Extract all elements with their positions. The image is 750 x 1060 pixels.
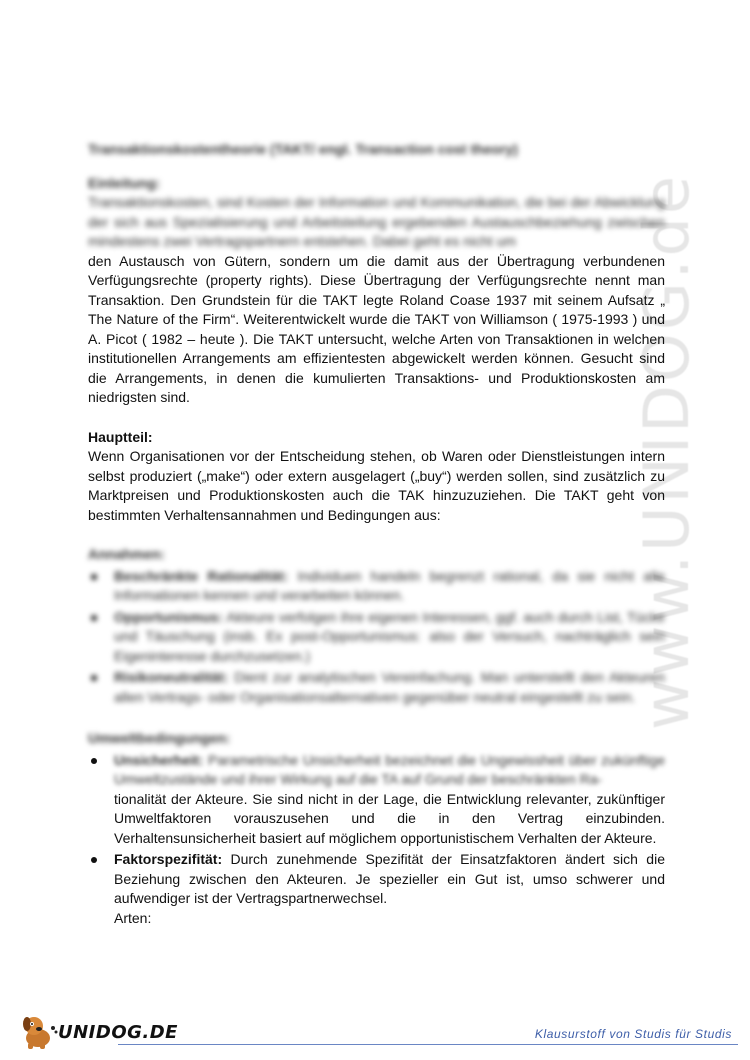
list-item bbox=[88, 608, 665, 667]
environment-blurred-text: Parametrische Unsicherheit bezeichnet die Ungewissheit über zukünftige Umweltzustände und ihrer Wirkung auf die TA auf Grund der beschränkten Ra- bbox=[114, 751, 665, 787]
logo-text: UNIDOG.DE bbox=[58, 1022, 178, 1043]
list-item bbox=[88, 668, 665, 707]
intro-blurred-text: Transaktionskosten, sind Kosten der Information und Kommunikation, die bei der Abwicklung der sich aus Spezialisierung und Arbeitsteilung ergebenden Austauschbeziehung zwischen mindestens zwei Vertragspartnern entstehen. Dabei geht es nicht um bbox=[88, 194, 665, 249]
assumption-term: Risikoneutralität: bbox=[114, 669, 229, 685]
dog-icon bbox=[20, 1012, 60, 1052]
assumption-text: Individuen handeln begrenzt rational, da sie nicht alle Informationen kennen und verarbeiten können. bbox=[114, 567, 665, 603]
list-item bbox=[88, 850, 665, 928]
intro-text: den Austausch von Gütern, sondern um die damit aus der Übertragung verbundenen Verfügungsrechte (property rights). Diese Übertragung der Verfügungsrechte nennt man Transaktion. Den Grundstein für die TAKT legte Roland Coase 1937 mit seinem Aufsatz „ The Nature of the Firm“. Weiterentwickelt wurde die TAKT von Williamson ( 1975-1993 ) und A. Picot ( 1982 – heute ). Die TAKT untersucht, welche Arten von Transaktionen in welchen institutionellen Arrangements am effizientesten abgewickelt werden können. Gesucht sind die Arrangements, in denen die kumulierten Transaktions- und Produktionskosten am niedrigsten sind. bbox=[88, 252, 665, 405]
environment-term: Unsicherheit: bbox=[114, 751, 204, 768]
environment-text: tionalität der Akteure. Sie sind nicht in der Lage, die Entwicklung relevanter, zukünftiger Umweltfaktoren vorauszusehen und die in den Vertrag einzubinden. Verhaltensunsicherheit basiert auf möglichem opportunistischem Verhalten der Akteure. bbox=[114, 790, 665, 846]
assumptions-list bbox=[88, 567, 665, 708]
environment-heading: Umweltbedingungen: bbox=[88, 730, 231, 746]
uncertainty-blurred bbox=[114, 751, 665, 790]
list-item bbox=[88, 567, 665, 606]
assumptions-heading: Annahmen: bbox=[88, 546, 165, 562]
environment-text: Durch zunehmende Spezifität der Einsatzfaktoren ändert sich die Beziehung zwischen den Akteuren. Je spezieller ein Gut ist, umso schwerer und aufwendiger ist der Vertragspartnerwechsel. bbox=[114, 851, 665, 906]
bullet-icon bbox=[91, 615, 97, 621]
assumption-text: Akteure verfolgen ihre eigenen Interessen, ggf. auch durch List, Tücke und Täuschung (insb. Ex post-Opportunismus: also der Versuch, nachträglich sein Eigeninteresse durchzusetzen.) bbox=[114, 608, 665, 664]
bullet-icon bbox=[91, 857, 97, 863]
bullet-icon bbox=[91, 675, 97, 681]
footer-divider bbox=[118, 1044, 738, 1045]
main-heading: Hauptteil: bbox=[88, 428, 153, 445]
environment-term: Faktorspezifität: bbox=[114, 851, 223, 867]
assumption-term: Beschränkte Rationalität: bbox=[114, 567, 289, 584]
environment-list bbox=[88, 751, 665, 929]
environment-sub-label: Arten: bbox=[114, 909, 152, 926]
document-body bbox=[88, 140, 665, 930]
assumptions-section bbox=[88, 545, 665, 707]
watermark: www.UNIDOG.de bbox=[630, 173, 703, 730]
list-item bbox=[88, 751, 665, 849]
bullet-icon bbox=[91, 574, 97, 580]
intro-heading: Einleitung: bbox=[88, 174, 161, 191]
unidog-logo bbox=[20, 1012, 220, 1052]
main-text: Wenn Organisationen vor der Entscheidung stehen, ob Waren oder Dienstleistungen intern selbst produziert („make“) oder extern ausgelagert („buy“) werden sollen, sind zusätzlich zu Marktpreisen und Produktionskosten auch die TAK hinzuzuziehen. Die TAKT geht von bestimmten Verhaltensannahmen und Bedingungen aus: bbox=[88, 448, 665, 523]
assumption-text: Dient zur analytischen Vereinfachung. Man unterstellt den Akteuren allen Vertrags- oder Organisationsalternativen gegenüber neutral eingestellt zu sein. bbox=[114, 669, 665, 705]
bullet-icon bbox=[91, 758, 97, 764]
document-title: Transaktionskostentheorie (TAKT/ engl. Transaction cost theory) bbox=[88, 141, 518, 157]
assumption-term: Opportunismus: bbox=[114, 608, 223, 625]
footer-slogan: Klausurstoff von Studis für Studis bbox=[534, 1027, 732, 1041]
